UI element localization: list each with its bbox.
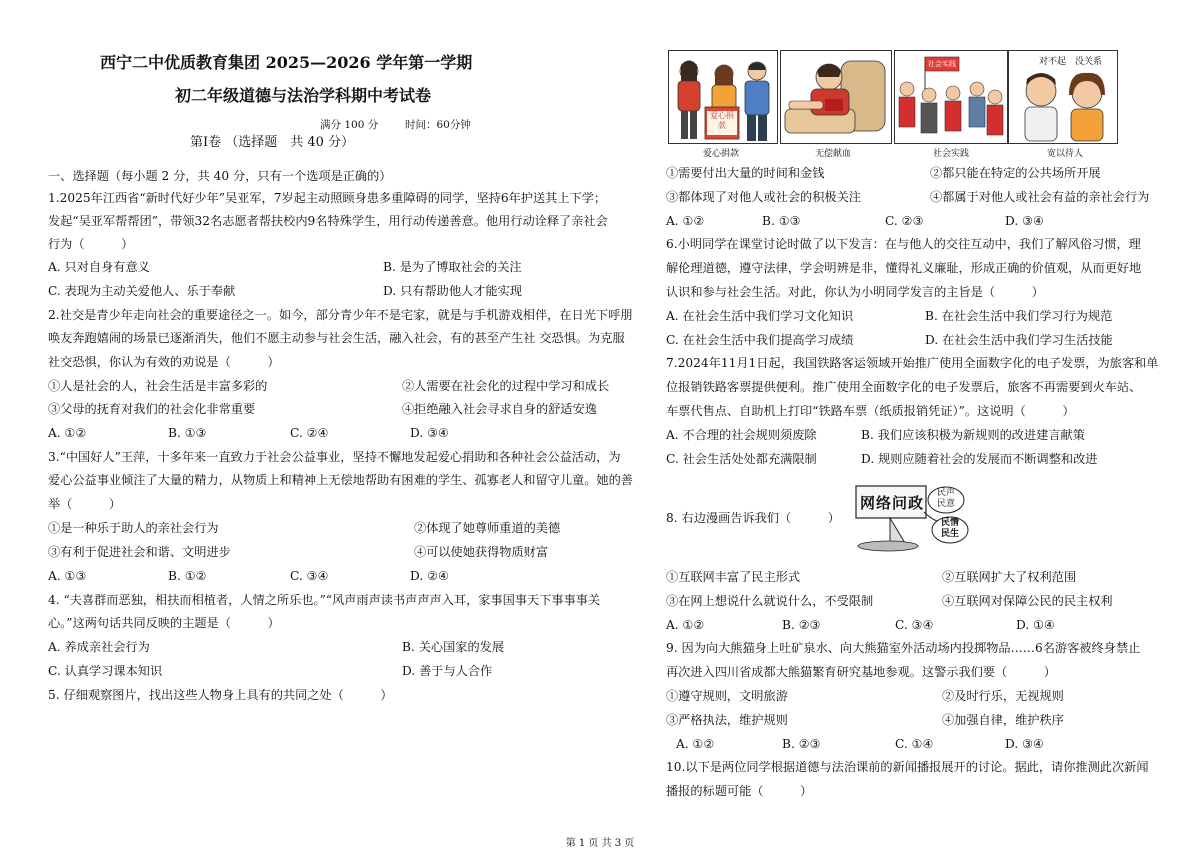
- panel-caption: 爱心捐款: [703, 149, 740, 159]
- q8-item: ②互联网扩大了权利范围: [942, 570, 1077, 584]
- panel-donation-image: [668, 50, 778, 144]
- q7-option: C. 社会生活处处都充满限制: [666, 452, 817, 466]
- q5-item: ③都体现了对他人或社会的积极关注: [666, 190, 861, 204]
- exam-title: 西宁二中优质教育集团 2025—2026 学年第一学期: [100, 53, 473, 72]
- q8-item: ③在网上想说什么就说什么，不受限制: [666, 594, 874, 608]
- q4-option: C. 认真学习课本知识: [48, 664, 163, 678]
- q1-text: 发起“吴亚军帮帮团”，带领32名志愿者帮扶校内9名特殊学生，用行动传递善意。他用行动诠释了亲社会: [48, 214, 608, 228]
- exam-time: 时间：60分钟: [405, 119, 471, 131]
- q7-option: A. 不合理的社会规则须废除: [666, 428, 817, 442]
- q5-item: ①需要付出大量的时间和金钱: [666, 166, 825, 180]
- q5-item: ④都属于对他人或社会有益的亲社会行为: [930, 190, 1150, 204]
- q4-option: A. 养成亲社会行为: [48, 640, 150, 654]
- q3-option: C. ③④: [290, 569, 329, 583]
- q9-option: B. ②③: [782, 737, 821, 751]
- q4-option: D. 善于与人合作: [402, 664, 493, 678]
- q8-text: 8. 右边漫画告诉我们（ ）: [666, 511, 840, 525]
- q1-option: A. 只对自身有意义: [48, 260, 150, 274]
- q5-option: C. ②③: [885, 214, 924, 228]
- cartoon-bubble-livelihood: 民情民生: [940, 518, 959, 539]
- q5-text: 5. 仔细观察图片，找出这些人物身上具有的共同之处（ ）: [48, 688, 393, 702]
- q3-option: B. ①②: [168, 569, 207, 583]
- q5-item: ②都只能在特定的公共场所开展: [930, 166, 1101, 180]
- q9-item: ③严格执法，维护规则: [666, 713, 788, 727]
- q2-item: ①人是社会的人，社会生活是丰富多彩的: [48, 379, 268, 393]
- q6-text: 认识和参与社会生活。对此，你认为小明同学发言的主旨是（ ）: [666, 285, 1044, 299]
- q6-option: D. 在社会生活中我们学习生活技能: [925, 333, 1113, 347]
- page-footer: 第 1 页 共 3 页: [565, 838, 635, 849]
- q9-item: ④加强自律，维护秩序: [942, 713, 1064, 727]
- q9-text: 9. 因为向大熊猫身上吐矿泉水、向大熊猫室外活动场内投掷物品……6名游客被终身禁止: [666, 641, 1141, 655]
- q8-option: B. ②③: [782, 618, 821, 632]
- q9-option: D. ③④: [1005, 737, 1044, 751]
- q7-option: D. 规则应随着社会的发展而不断调整和改进: [861, 452, 1098, 466]
- q9-item: ①遵守规则，文明旅游: [666, 689, 788, 703]
- volume-heading: 第Ⅰ卷 （选择题 共 40 分）: [190, 135, 355, 150]
- panel-tolerance-image: [1008, 50, 1118, 144]
- q5-option: A. ①②: [666, 214, 705, 228]
- q6-option: C. 在社会生活中我们提高学习成绩: [666, 333, 854, 347]
- practice-flag-label: 社会实践: [928, 60, 956, 68]
- q5-option: D. ③④: [1005, 214, 1044, 228]
- q7-text: 7.2024年11月1日起，我国铁路客运领域开始推广使用全面数字化的电子发票，为旅客和单: [666, 356, 1159, 370]
- q8-option: C. ③④: [895, 618, 934, 632]
- q8-option: D. ①④: [1016, 618, 1055, 632]
- q9-option: A. ①②: [676, 737, 715, 751]
- q2-text: 唤友奔跑嬉闹的场景已逐渐消失，他们不愿主动参与社会生活，融入社会，有的甚至产生社 交恐惧。为克服: [48, 331, 625, 345]
- exam-subtitle: 初二年级道德与法治学科期中考试卷: [175, 86, 432, 105]
- q7-text: 车票代售点、自助机上打印“铁路车票（纸质报销凭证）”。这说明（ ）: [666, 404, 1075, 418]
- q10-text: 10.以下是两位同学根据道德与法治课前的新闻播报展开的讨论。据此，请你推测此次新闻: [666, 760, 1149, 774]
- panel-caption: 社会实践: [933, 149, 970, 159]
- donation-box-label: 爱心捐款: [710, 111, 734, 130]
- q6-text: 6.小明同学在课堂讨论时做了以下发言：在与他人的交往互动中，我们了解风俗习惯，理: [666, 237, 1141, 251]
- panel-caption: 宽以待人: [1047, 149, 1084, 159]
- q2-item: ②人需要在社会化的过程中学习和成长: [402, 379, 610, 393]
- q1-option: B. 是为了博取社会的关注: [383, 260, 522, 274]
- q5-option: B. ①③: [762, 214, 801, 228]
- q6-option: B. 在社会生活中我们学习行为规范: [925, 309, 1113, 323]
- q3-option: D. ②④: [410, 569, 449, 583]
- panel-caption: 无偿献血: [815, 149, 852, 159]
- q3-item: ②体现了她尊师重道的美德: [414, 521, 561, 535]
- q3-item: ①是一种乐于助人的亲社会行为: [48, 521, 219, 535]
- q2-item: ③父母的抚育对我们的社会化非常重要: [48, 402, 256, 416]
- cartoon-bubble-voice: 民声民意: [936, 488, 955, 509]
- q2-text: 2.社交是青少年走向社会的重要途径之一。如今，部分青少年不是宅家，就是与手机游戏相伴，在日光下呼朋: [48, 308, 633, 322]
- q3-item: ③有利于促进社会和谐、文明进步: [48, 545, 231, 559]
- q7-option: B. 我们应该积极为新规则的改进建言献策: [861, 428, 1085, 442]
- q4-option: B. 关心国家的发展: [402, 640, 505, 654]
- q1-option: D. 只有帮助他人才能实现: [383, 284, 522, 298]
- tolerance-dialogue: 对不起 没关系: [1039, 57, 1103, 67]
- q6-option: A. 在社会生活中我们学习文化知识: [666, 309, 854, 323]
- panel-blood-image: [780, 50, 892, 144]
- q2-option: B. ①③: [168, 426, 207, 440]
- q9-text: 再次进入四川省成都大熊猫繁育研究基地参观。这警示我们要（ ）: [666, 665, 1056, 679]
- q8-option: A. ①②: [666, 618, 705, 632]
- q1-text: 1.2025年江西省“新时代好少年”吴亚军，7岁起主动照顾身患多重障碍的同学，坚持6年护送其上下学；: [48, 191, 607, 205]
- q7-text: 位报销铁路客票提供便利。推广使用全面数字化的电子发票后，旅客不再需要到火车站、: [666, 380, 1142, 394]
- q8-item: ①互联网丰富了民主形式: [666, 570, 801, 584]
- q2-item: ④拒绝融入社会寻求自身的舒适安逸: [402, 402, 597, 416]
- q6-text: 解伦理道德，遵守法律，学会明辨是非，懂得礼义廉耻，形成正确的价值观，从而更好地: [666, 261, 1142, 275]
- q3-text: 爱心公益事业倾注了大量的精力，从物质上和精神上无偿地帮助有困难的学生、孤寡老人和留守儿童。她的善: [48, 473, 633, 487]
- q1-text: 行为（ ）: [48, 237, 134, 251]
- full-score: 满分 100 分: [320, 119, 379, 131]
- panel-practice-image: [894, 50, 1008, 144]
- q2-option: A. ①②: [48, 426, 87, 440]
- q8-item: ④互联网对保障公民的民主权利: [942, 594, 1113, 608]
- q4-text: 心。”这两句话共同反映的主题是（ ）: [48, 616, 280, 630]
- q3-item: ④可以使她获得物质财富: [414, 545, 549, 559]
- q2-option: C. ②④: [290, 426, 329, 440]
- q4-text: 4. “夫喜群而恶独，相扶而相植者，人情之所乐也。”“风声雨声读书声声声入耳，家事国事天下事事事关: [48, 593, 601, 607]
- q3-option: A. ①③: [48, 569, 87, 583]
- internet-politics-cartoon: [850, 482, 975, 554]
- cartoon-board-text: 网络问政: [860, 494, 925, 512]
- q9-item: ②及时行乐，无视规则: [942, 689, 1064, 703]
- q2-text: 社交恐惧，你认为有效的劝说是（ ）: [48, 355, 280, 369]
- q9-option: C. ①④: [895, 737, 934, 751]
- q10-text: 播报的标题可能（ ）: [666, 784, 813, 798]
- q3-text: 3.“中国好人”王萍，十多年来一直致力于社会公益事业，坚持不懈地发起爱心捐助和各种社会公益活动，为: [48, 450, 621, 464]
- q3-text: 举（ ）: [48, 497, 122, 511]
- q2-option: D. ③④: [410, 426, 449, 440]
- q1-option: C. 表现为主动关爱他人、乐于奉献: [48, 284, 236, 298]
- section-heading: 一、选择题（每小题 2 分，共 40 分，只有一个选项是正确的）: [48, 169, 392, 183]
